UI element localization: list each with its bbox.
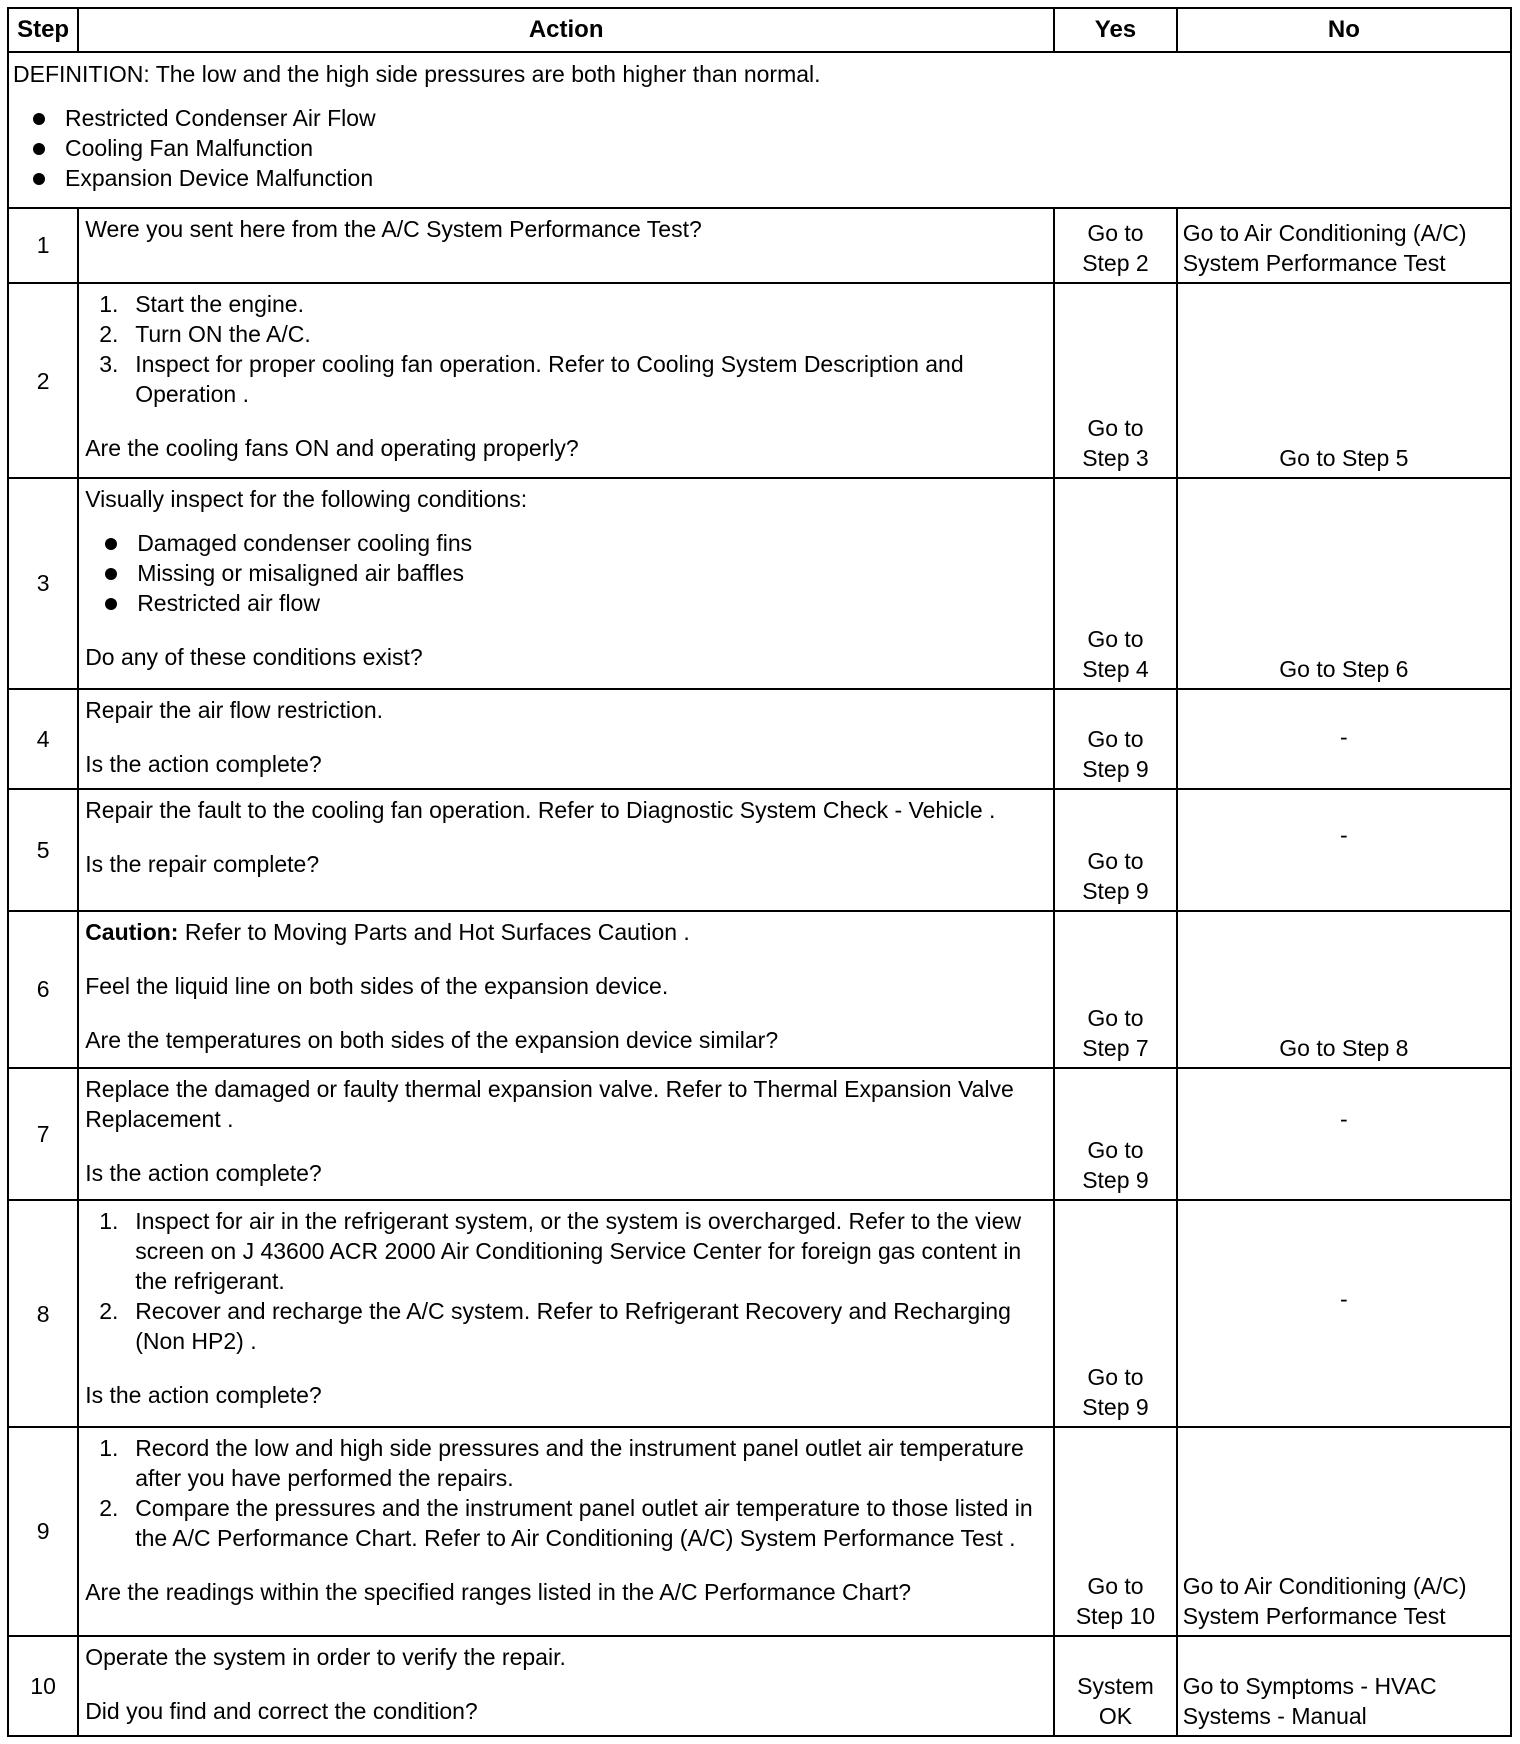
step-question: Is the action complete?	[85, 1159, 322, 1186]
condition-item: Missing or misaligned air baffles	[85, 558, 1047, 588]
step-action	[78, 208, 1054, 283]
yes-cell	[1054, 283, 1177, 479]
yes-link[interactable]: Go to	[1087, 1137, 1144, 1164]
yes-cell	[1054, 911, 1177, 1068]
definition-text: DEFINITION: The low and the high side pressures are both higher than normal.	[13, 61, 821, 88]
no-cell	[1177, 911, 1511, 1068]
step-action	[78, 1068, 1054, 1200]
step-row-9	[8, 1427, 1511, 1635]
instruction-item: 2. Turn ON the A/C.	[99, 320, 311, 347]
step-text: Feel the liquid line on both sides of the expansion device.	[85, 972, 669, 999]
yes-link[interactable]: Step 2	[1082, 249, 1149, 276]
yes-cell	[1054, 789, 1177, 911]
no-cell	[1177, 208, 1511, 283]
step-number: 5	[8, 789, 78, 911]
header-row	[8, 8, 1511, 52]
no-value: -	[1340, 723, 1348, 750]
header-step: Step	[8, 8, 78, 52]
cause-item: Cooling Fan Malfunction	[13, 133, 1506, 163]
step-action	[78, 1427, 1054, 1635]
cause-list	[13, 103, 1506, 193]
step-action	[78, 1636, 1054, 1736]
definition-cell	[8, 52, 1511, 207]
step-row-4	[8, 689, 1511, 789]
step-text: Repair the fault to the cooling fan operation. Refer to Diagnostic System Check - Vehicle .	[85, 796, 996, 823]
instruction-item: 2. Compare the pressures and the instrument panel outlet air temperature to those listed in the A/C Performance Chart. Refer to Air Conditioning (A/C) System Performance Test .	[99, 1495, 1033, 1552]
yes-link[interactable]: Step 9	[1082, 877, 1149, 904]
no-cell	[1177, 789, 1511, 911]
yes-result: OK	[1098, 1703, 1133, 1729]
caution-text: Refer to Moving Parts and Hot Surfaces Caution .	[184, 918, 690, 945]
step-text: Replace the damaged or faulty thermal expansion valve. Refer to Thermal Expansion Valve Replacement .	[85, 1075, 1014, 1132]
step-action	[78, 689, 1054, 789]
step-number: 3	[8, 478, 78, 688]
no-value: -	[1340, 1106, 1348, 1133]
step-question: Are the cooling fans ON and operating properly?	[85, 434, 579, 461]
step-number: 8	[8, 1200, 78, 1427]
step-number: 4	[8, 689, 78, 789]
yes-link[interactable]: Step 10	[1075, 1602, 1156, 1629]
no-link[interactable]: System Performance Test	[1182, 1602, 1446, 1629]
no-link[interactable]: Go to Air Conditioning (A/C)	[1182, 219, 1467, 246]
step-question: Is the action complete?	[85, 750, 322, 777]
step-question: Is the action complete?	[85, 1382, 322, 1409]
condition-item: Damaged condenser cooling fins	[85, 528, 1047, 558]
yes-cell	[1054, 1200, 1177, 1427]
step-question: Do any of these conditions exist?	[85, 644, 423, 671]
step-row-8	[8, 1200, 1511, 1427]
yes-link[interactable]: Step 9	[1082, 755, 1149, 782]
yes-link[interactable]: Go to	[1087, 1364, 1144, 1391]
step-row-6	[8, 911, 1511, 1068]
yes-cell	[1054, 208, 1177, 283]
yes-link[interactable]: Go to	[1087, 625, 1144, 652]
no-link[interactable]: Systems - Manual	[1182, 1703, 1367, 1729]
step-question: Did you find and correct the condition?	[85, 1697, 478, 1724]
no-cell	[1177, 1427, 1511, 1635]
yes-link[interactable]: Go to	[1087, 219, 1144, 246]
no-cell	[1177, 1636, 1511, 1736]
step-text: Repair the air flow restriction.	[85, 696, 384, 723]
header-action: Action	[78, 8, 1054, 52]
no-cell	[1177, 283, 1511, 479]
yes-link[interactable]: Go to	[1087, 725, 1144, 752]
diagnostic-table	[7, 7, 1512, 1737]
definition-row	[8, 52, 1511, 207]
yes-link[interactable]: Go to	[1087, 847, 1144, 874]
step-row-1	[8, 208, 1511, 283]
step-action	[78, 911, 1054, 1068]
step-row-10	[8, 1636, 1511, 1736]
yes-cell	[1054, 1427, 1177, 1635]
step-number: 7	[8, 1068, 78, 1200]
yes-link[interactable]: Go to	[1087, 1572, 1144, 1599]
yes-cell	[1054, 1068, 1177, 1200]
step-number: 2	[8, 283, 78, 479]
instruction-item: 2. Recover and recharge the A/C system. Refer to Refrigerant Recovery and Recharging (Non HP2) .	[99, 1298, 1011, 1355]
yes-cell	[1054, 689, 1177, 789]
step-number: 10	[8, 1636, 78, 1736]
no-link[interactable]: Go to Step 5	[1279, 445, 1409, 472]
step-question: Is the repair complete?	[85, 850, 320, 877]
instruction-item: 1. Record the low and high side pressures and the instrument panel outlet air temperature after you have performed the repairs.	[99, 1435, 1024, 1492]
yes-link[interactable]: Go to	[1087, 1004, 1144, 1031]
no-cell	[1177, 1068, 1511, 1200]
step-row-3	[8, 478, 1511, 688]
yes-cell	[1054, 478, 1177, 688]
step-question: Are the readings within the specified ranges listed in the A/C Performance Chart?	[85, 1579, 912, 1606]
step-row-7	[8, 1068, 1511, 1200]
step-instructions	[85, 1433, 1047, 1553]
step-question: Are the temperatures on both sides of the expansion device similar?	[85, 1026, 779, 1053]
step-action	[78, 283, 1054, 479]
yes-link[interactable]: Step 9	[1082, 1394, 1149, 1421]
step-row-2	[8, 283, 1511, 479]
no-cell	[1177, 478, 1511, 688]
header-no: No	[1177, 8, 1511, 52]
condition-list	[85, 528, 1047, 618]
yes-link[interactable]: Step 4	[1082, 655, 1149, 682]
yes-link[interactable]: Step 9	[1082, 1167, 1149, 1194]
instruction-item: 3. Inspect for proper cooling fan operation. Refer to Cooling System Description and Operation .	[99, 350, 964, 407]
no-cell	[1177, 689, 1511, 789]
no-value: -	[1340, 821, 1348, 848]
no-link[interactable]: Go to Symptoms - HVAC	[1182, 1673, 1437, 1699]
step-number: 6	[8, 911, 78, 1068]
yes-link[interactable]: Go to	[1087, 415, 1144, 442]
header-yes: Yes	[1054, 8, 1177, 52]
step-text: Operate the system in order to verify the repair.	[85, 1643, 566, 1670]
instruction-item: 1. Start the engine.	[99, 290, 304, 317]
no-link[interactable]: Go to Step 8	[1279, 1034, 1409, 1061]
caution-label: Caution:	[85, 918, 179, 945]
step-instructions	[85, 1206, 1047, 1356]
caution-note	[85, 917, 1047, 947]
yes-cell	[1054, 1636, 1177, 1736]
condition-item: Restricted air flow	[85, 588, 1047, 618]
no-cell	[1177, 1200, 1511, 1427]
step-action	[78, 789, 1054, 911]
step-question: Were you sent here from the A/C System Performance Test?	[85, 215, 702, 242]
instruction-item: 1. Inspect for air in the refrigerant system, or the system is overcharged. Refer to the view screen on J 43600 ACR 2000 Air Conditioning Service Center for foreign gas content in the refrigerant.	[99, 1208, 1022, 1295]
step-number: 1	[8, 208, 78, 283]
yes-result: System	[1077, 1673, 1154, 1699]
cause-item: Restricted Condenser Air Flow	[13, 103, 1506, 133]
step-action	[78, 1200, 1054, 1427]
cause-item: Expansion Device Malfunction	[13, 163, 1506, 193]
no-value: -	[1340, 1285, 1348, 1312]
step-number: 9	[8, 1427, 78, 1635]
no-link[interactable]: Go to Air Conditioning (A/C)	[1182, 1572, 1467, 1599]
step-instructions	[85, 289, 1047, 409]
step-intro: Visually inspect for the following conditions:	[85, 486, 528, 513]
no-link[interactable]: Go to Step 6	[1279, 655, 1409, 682]
yes-link[interactable]: Step 3	[1082, 445, 1149, 472]
step-row-5	[8, 789, 1511, 911]
yes-link[interactable]: Step 7	[1082, 1034, 1149, 1061]
no-link[interactable]: System Performance Test	[1182, 249, 1446, 276]
step-action	[78, 478, 1054, 688]
